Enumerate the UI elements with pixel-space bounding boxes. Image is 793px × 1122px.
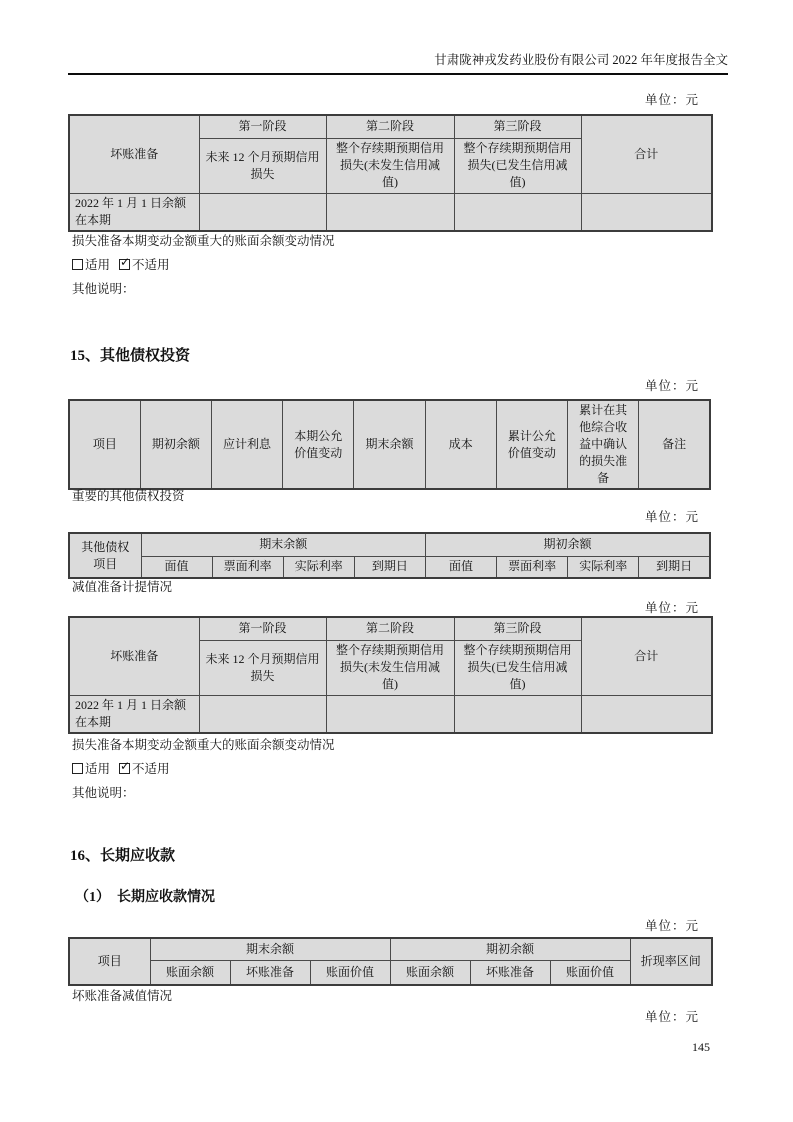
subcolumn-header: 面值 — [141, 556, 212, 578]
debt-balance-table — [68, 532, 711, 579]
subcolumn-header: 坏账准备 — [470, 960, 550, 985]
table-corner-cell: 坏账准备 — [69, 115, 199, 193]
subcolumn-header: 票面利率 — [212, 556, 283, 578]
subcolumn-header: 面值 — [426, 556, 497, 578]
subcolumn-header: 账面价值 — [550, 960, 630, 985]
other-debt-investment-table — [68, 399, 711, 490]
row-label: 2022 年 1 月 1 日余额在本期 — [69, 695, 199, 733]
column-header: 累计公允价值变动 — [496, 400, 567, 489]
check-icon: ✓ — [120, 255, 131, 269]
stage1-desc: 未来 12 个月预期信用损失 — [199, 640, 326, 695]
bad-debt-impairment-note: 坏账准备减值情况 — [72, 989, 173, 1003]
long-term-receivable-table — [68, 937, 713, 986]
applicable-line — [72, 759, 692, 777]
stage2-desc: 整个存续期预期信用损失(未发生信用减值) — [326, 640, 454, 695]
closing-balance-header: 期末余额 — [150, 938, 390, 960]
not-applicable-label: 不适用 — [132, 762, 170, 776]
column-header: 期末余额 — [354, 400, 425, 489]
subcolumn-header: 票面利率 — [497, 556, 568, 578]
section15-title: 15、其他债权投资 — [70, 348, 191, 364]
stage2-desc: 整个存续期预期信用损失(未发生信用减值) — [326, 138, 454, 193]
subcolumn-header: 到期日 — [639, 556, 710, 578]
table-corner-cell: 坏账准备 — [69, 617, 199, 695]
stage1-desc: 未来 12 个月预期信用损失 — [199, 138, 326, 193]
stage2-header: 第二阶段 — [326, 617, 454, 640]
checkbox-unchecked-icon — [72, 259, 83, 270]
stage1-header: 第一阶段 — [199, 617, 326, 640]
subcolumn-header: 账面余额 — [150, 960, 230, 985]
empty-cell — [199, 193, 326, 231]
impairment-note: 减值准备计提情况 — [72, 580, 173, 594]
closing-balance-header: 期末余额 — [141, 533, 426, 556]
subcolumn-header: 账面价值 — [310, 960, 390, 985]
subcolumn-header: 到期日 — [354, 556, 425, 578]
section16-title: 16、长期应收款 — [70, 848, 176, 864]
bad-debt-stage-table — [68, 616, 713, 734]
unit-label: 单位：元 — [644, 510, 699, 524]
checkbox-unchecked-icon — [72, 763, 83, 774]
subcolumn-header: 账面余额 — [390, 960, 470, 985]
table-row — [69, 695, 712, 733]
stage3-header: 第三阶段 — [454, 617, 581, 640]
unit-label: 单位：元 — [644, 601, 699, 615]
other-note: 其他说明： — [72, 282, 135, 296]
row-label: 2022 年 1 月 1 日余额在本期 — [69, 193, 199, 231]
column-header: 应计利息 — [211, 400, 282, 489]
subcolumn-header: 坏账准备 — [230, 960, 310, 985]
other-note: 其他说明： — [72, 786, 135, 800]
stage2-header: 第二阶段 — [326, 115, 454, 138]
stage3-header: 第三阶段 — [454, 115, 581, 138]
checkbox-checked-icon — [119, 255, 131, 270]
column-header: 项目 — [69, 400, 140, 489]
stage3-desc: 整个存续期预期信用损失(已发生信用减值) — [454, 138, 581, 193]
column-header: 成本 — [425, 400, 496, 489]
page-header — [68, 52, 728, 75]
table-corner-cell: 项目 — [69, 938, 150, 985]
column-header: 累计在其他综合收益中确认的损失准备 — [568, 400, 639, 489]
subcolumn-header: 实际利率 — [568, 556, 639, 578]
total-header: 合计 — [581, 617, 712, 695]
empty-cell — [454, 695, 581, 733]
opening-balance-header: 期初余额 — [390, 938, 630, 960]
applicable-label: 适用 — [85, 258, 111, 272]
table-corner-cell: 其他债权项目 — [69, 533, 141, 578]
checkbox-checked-icon — [119, 759, 131, 774]
bad-debt-stage-table — [68, 114, 713, 232]
unit-label: 单位：元 — [644, 1010, 699, 1024]
section16-subtitle: （1） 长期应收款情况 — [75, 890, 215, 905]
not-applicable-label: 不适用 — [132, 258, 170, 272]
empty-cell — [454, 193, 581, 231]
discount-rate-header: 折现率区间 — [630, 938, 712, 985]
header-title: 甘肃陇神戎发药业股份有限公司 2022 年年度报告全文 — [434, 53, 728, 67]
column-header: 本期公允价值变动 — [283, 400, 354, 489]
unit-label: 单位：元 — [644, 379, 699, 393]
subcolumn-header: 实际利率 — [283, 556, 354, 578]
applicable-label: 适用 — [85, 762, 111, 776]
change-note: 损失准备本期变动金额重大的账面余额变动情况 — [72, 738, 335, 752]
applicable-line — [72, 255, 692, 273]
empty-cell — [199, 695, 326, 733]
empty-cell — [581, 193, 712, 231]
column-header: 期初余额 — [140, 400, 211, 489]
unit-label: 单位：元 — [644, 919, 699, 933]
important-note: 重要的其他债权投资 — [72, 489, 185, 503]
empty-cell — [326, 193, 454, 231]
stage1-header: 第一阶段 — [199, 115, 326, 138]
unit-label: 单位：元 — [644, 93, 699, 107]
empty-cell — [326, 695, 454, 733]
opening-balance-header: 期初余额 — [426, 533, 711, 556]
total-header: 合计 — [581, 115, 712, 193]
check-icon: ✓ — [120, 759, 131, 773]
table-row — [69, 193, 712, 231]
change-note: 损失准备本期变动金额重大的账面余额变动情况 — [72, 234, 335, 248]
stage3-desc: 整个存续期预期信用损失(已发生信用减值) — [454, 640, 581, 695]
column-header: 备注 — [639, 400, 710, 489]
page-number: 145 — [692, 1040, 710, 1054]
empty-cell — [581, 695, 712, 733]
